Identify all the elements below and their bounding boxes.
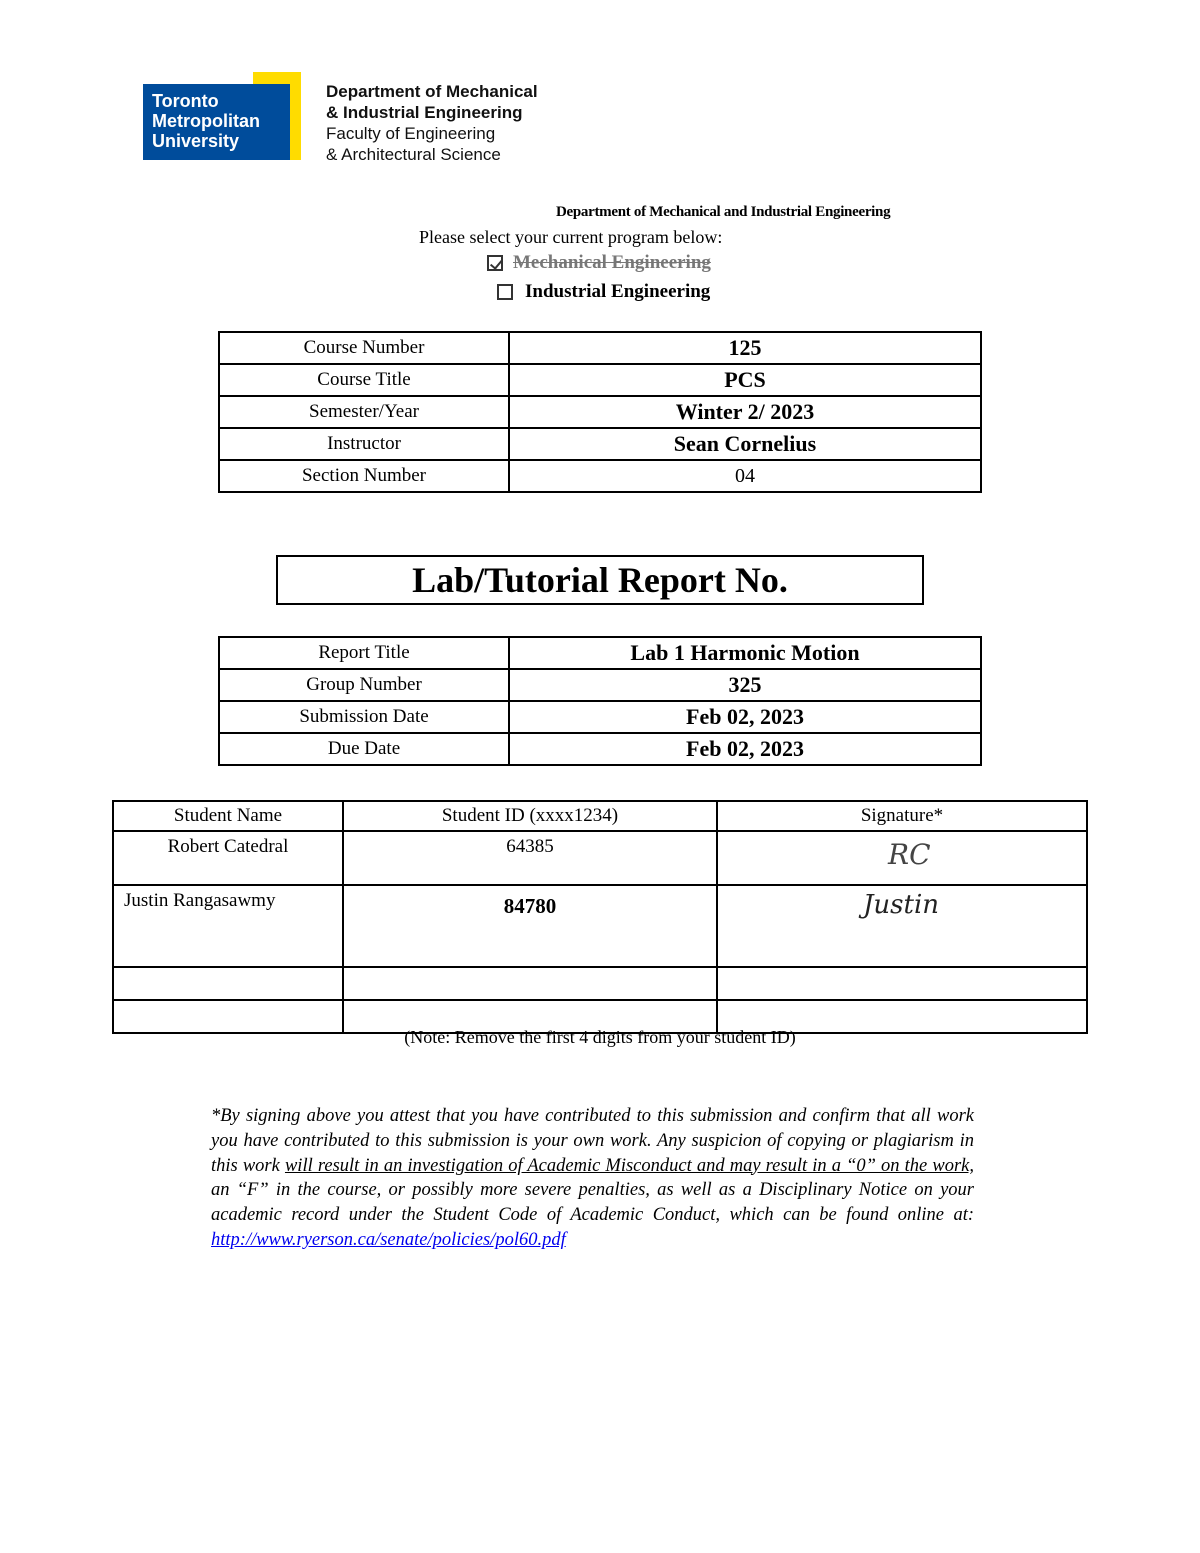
course-title-value: PCS bbox=[509, 364, 981, 396]
course-info-row bbox=[219, 364, 981, 396]
report-heading: Lab/Tutorial Report No. bbox=[276, 555, 924, 605]
group-number-value: 325 bbox=[509, 669, 981, 701]
group-number-label: Group Number bbox=[219, 669, 509, 701]
course-info-row bbox=[219, 332, 981, 364]
student-name-cell: Robert Catedral bbox=[113, 831, 343, 885]
report-info-row bbox=[219, 733, 981, 765]
program-option-mechanical[interactable] bbox=[487, 252, 711, 274]
instructor-value: Sean Cornelius bbox=[509, 428, 981, 460]
submission-date-value: Feb 02, 2023 bbox=[509, 701, 981, 733]
logo-faculty-line: Faculty of Engineering bbox=[326, 124, 496, 143]
student-id-note: (Note: Remove the first 4 digits from your student ID) bbox=[404, 1027, 796, 1047]
checkbox-empty-icon[interactable] bbox=[497, 284, 513, 300]
section-number-value: 04 bbox=[509, 460, 981, 492]
logo-line: Metropolitan bbox=[152, 111, 260, 131]
students-header-row bbox=[113, 801, 1087, 831]
report-info-row bbox=[219, 669, 981, 701]
report-info-row bbox=[219, 637, 981, 669]
handwritten-signature: Justin bbox=[863, 890, 940, 920]
students-table bbox=[112, 800, 1088, 1034]
student-id-cell: 64385 bbox=[343, 831, 717, 885]
empty-cell bbox=[113, 967, 343, 1000]
attestation-text: *By signing above you attest that you have contributed to this submission and confirm that all work you have contributed to this submission is your own work. Any suspicion of copying or plagiarism in this work bbox=[211, 1106, 974, 1176]
report-info-row bbox=[219, 701, 981, 733]
course-info-row bbox=[219, 396, 981, 428]
student-name-header: Student Name bbox=[113, 801, 343, 831]
logo-blue-block bbox=[143, 84, 290, 160]
empty-cell bbox=[343, 967, 717, 1000]
signature-header: Signature* bbox=[717, 801, 1087, 831]
instructor-label: Instructor bbox=[219, 428, 509, 460]
section-number-label: Section Number bbox=[219, 460, 509, 492]
program-label: Mechanical Engineering bbox=[513, 252, 711, 273]
table-row bbox=[113, 831, 1087, 885]
handwritten-signature: RC bbox=[888, 838, 931, 871]
program-label: Industrial Engineering bbox=[525, 281, 711, 302]
course-number-label: Course Number bbox=[219, 332, 509, 364]
due-date-label: Due Date bbox=[219, 733, 509, 765]
report-info-table bbox=[218, 636, 982, 766]
course-info-row bbox=[219, 460, 981, 492]
table-row-empty bbox=[113, 967, 1087, 1000]
logo-department-text bbox=[326, 81, 538, 165]
program-option-industrial[interactable] bbox=[497, 281, 710, 303]
course-info-table bbox=[218, 331, 982, 493]
report-title-label: Report Title bbox=[219, 637, 509, 669]
policy-link[interactable]: http://www.ryerson.ca/senate/policies/pol60.pdf bbox=[211, 1229, 566, 1250]
semester-year-label: Semester/Year bbox=[219, 396, 509, 428]
student-id-cell: 84780 bbox=[343, 885, 717, 967]
due-date-value: Feb 02, 2023 bbox=[509, 733, 981, 765]
empty-cell bbox=[717, 967, 1087, 1000]
logo-line: University bbox=[152, 131, 240, 151]
student-id-header: Student ID (xxxx1234) bbox=[343, 801, 717, 831]
department-heading: Department of Mechanical and Industrial Engineering bbox=[556, 204, 891, 220]
logo-line: Toronto bbox=[152, 91, 219, 111]
attestation-text: an “F” in the course, or possibly more severe penalties, as well as a Disciplinary Notice on your academic record under the Student Code of Academic Conduct, which can be found online at: bbox=[211, 1180, 974, 1226]
submission-date-label: Submission Date bbox=[219, 701, 509, 733]
course-info-row bbox=[219, 428, 981, 460]
semester-year-value: Winter 2/ 2023 bbox=[509, 396, 981, 428]
attestation-underlined-text: will result in an investigation of Academic Misconduct and may result in a “0” on the work, bbox=[284, 1155, 974, 1176]
logo-dept-line: Department of Mechanical bbox=[326, 82, 538, 101]
student-name-cell: Justin Rangasawmy bbox=[113, 885, 343, 967]
signature-cell bbox=[717, 831, 1087, 885]
logo-faculty-line: & Architectural Science bbox=[326, 145, 501, 164]
university-logo bbox=[143, 72, 603, 172]
course-title-label: Course Title bbox=[219, 364, 509, 396]
table-row bbox=[113, 885, 1087, 967]
attestation-paragraph bbox=[211, 1104, 974, 1253]
course-number-value: 125 bbox=[509, 332, 981, 364]
checkbox-checked-icon[interactable] bbox=[487, 255, 503, 271]
signature-cell bbox=[717, 885, 1087, 967]
program-select-prompt: Please select your current program below: bbox=[419, 227, 723, 247]
logo-dept-line: & Industrial Engineering bbox=[326, 103, 523, 122]
report-title-value: Lab 1 Harmonic Motion bbox=[509, 637, 981, 669]
